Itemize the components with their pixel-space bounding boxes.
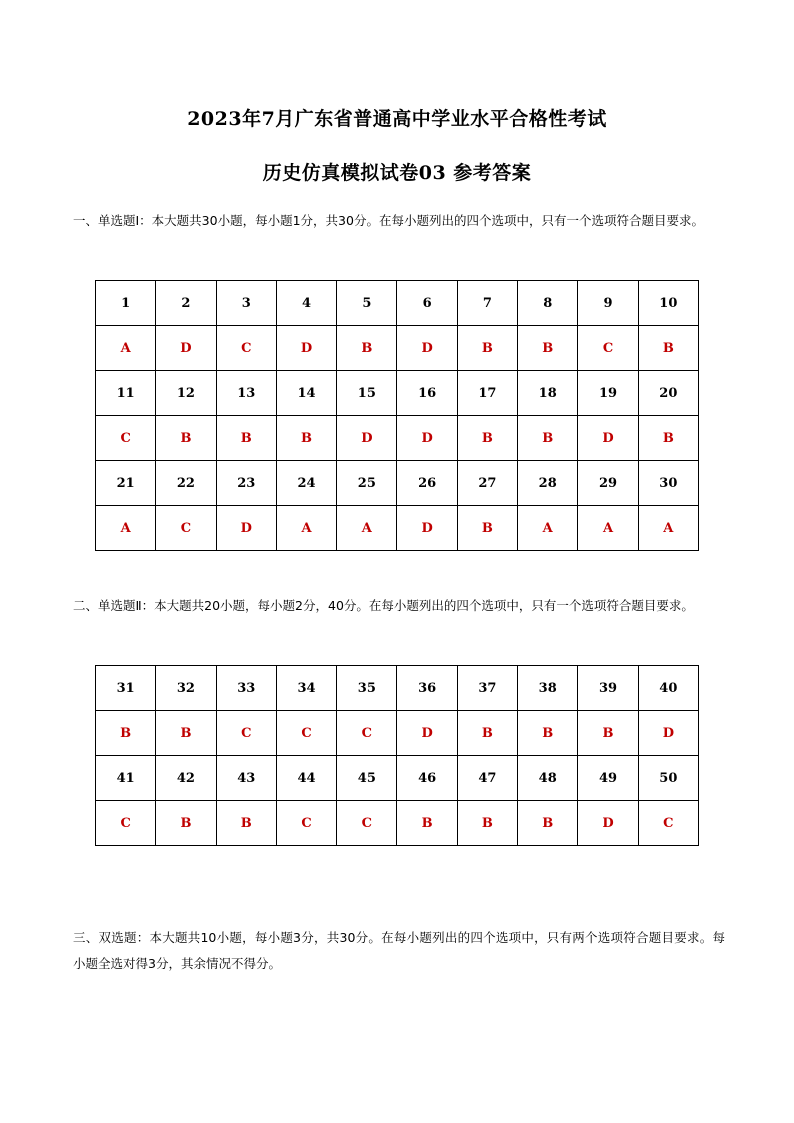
answer-cell: C	[276, 801, 336, 846]
answer-cell: A	[578, 506, 638, 551]
answer-cell: D	[397, 326, 457, 371]
question-number-cell: 27	[457, 461, 517, 506]
answer-cell: D	[397, 416, 457, 461]
question-number-row	[96, 756, 699, 801]
answer-cell: B	[216, 416, 276, 461]
question-number-cell: 8	[518, 281, 578, 326]
section-3-instructions: 三、双选题：本大题共10小题，每小题3分，共30分。在每小题列出的四个选项中，只有两个选项符合题目要求。每小题全选对得3分，其余情况不得分。	[73, 930, 725, 971]
question-number-cell: 25	[337, 461, 397, 506]
answer-cell: B	[457, 326, 517, 371]
question-number-cell: 17	[457, 371, 517, 416]
answer-row	[96, 801, 699, 846]
answer-cell: B	[638, 416, 698, 461]
question-number-cell: 23	[216, 461, 276, 506]
answer-cell: A	[518, 506, 578, 551]
question-number-cell: 43	[216, 756, 276, 801]
answer-cell: C	[96, 416, 156, 461]
answer-cell: B	[518, 416, 578, 461]
answer-cell: B	[578, 711, 638, 756]
section-2-instructions: 二、单选题Ⅱ：本大题共20小题，每小题2分，40分。在每小题列出的四个选项中，只有一个选项符合题目要求。	[73, 598, 694, 613]
question-number-cell: 30	[638, 461, 698, 506]
answer-cell: D	[397, 506, 457, 551]
question-number-cell: 47	[457, 756, 517, 801]
answer-cell: D	[216, 506, 276, 551]
question-number-cell: 31	[96, 666, 156, 711]
answer-cell: B	[96, 711, 156, 756]
question-number-cell: 1	[96, 281, 156, 326]
answer-cell: B	[156, 416, 216, 461]
question-number-cell: 36	[397, 666, 457, 711]
answer-cell: C	[96, 801, 156, 846]
question-number-cell: 50	[638, 756, 698, 801]
question-number-cell: 45	[337, 756, 397, 801]
answer-cell: D	[638, 711, 698, 756]
answer-cell: D	[397, 711, 457, 756]
answer-cell: D	[276, 326, 336, 371]
question-number-cell: 24	[276, 461, 336, 506]
answer-cell: B	[638, 326, 698, 371]
question-number-cell: 12	[156, 371, 216, 416]
question-number-cell: 28	[518, 461, 578, 506]
answer-cell: C	[216, 711, 276, 756]
question-number-cell: 46	[397, 756, 457, 801]
answer-cell: C	[578, 326, 638, 371]
answer-cell: B	[457, 506, 517, 551]
answer-cell: B	[337, 326, 397, 371]
answer-cell: C	[337, 711, 397, 756]
answer-cell: C	[276, 711, 336, 756]
question-number-cell: 26	[397, 461, 457, 506]
question-number-cell: 20	[638, 371, 698, 416]
question-number-cell: 9	[578, 281, 638, 326]
question-number-row	[96, 281, 699, 326]
question-number-cell: 3	[216, 281, 276, 326]
question-number-cell: 22	[156, 461, 216, 506]
question-number-cell: 18	[518, 371, 578, 416]
answer-cell: C	[337, 801, 397, 846]
answer-cell: C	[216, 326, 276, 371]
question-number-cell: 4	[276, 281, 336, 326]
answer-cell: B	[216, 801, 276, 846]
answer-cell: B	[397, 801, 457, 846]
question-number-cell: 15	[337, 371, 397, 416]
answer-cell: B	[276, 416, 336, 461]
question-number-row	[96, 666, 699, 711]
answer-row	[96, 416, 699, 461]
answer-row	[96, 711, 699, 756]
question-number-cell: 13	[216, 371, 276, 416]
answer-cell: A	[96, 506, 156, 551]
question-number-cell: 34	[276, 666, 336, 711]
question-number-cell: 19	[578, 371, 638, 416]
question-number-cell: 38	[518, 666, 578, 711]
page-subtitle: 历史仿真模拟试卷03 参考答案	[262, 162, 532, 184]
section-1-instructions: 一、单选题Ⅰ：本大题共30小题，每小题1分，共30分。在每小题列出的四个选项中，只有一个选项符合题目要求。	[73, 213, 704, 228]
answer-cell: D	[156, 326, 216, 371]
question-number-cell: 11	[96, 371, 156, 416]
question-number-cell: 2	[156, 281, 216, 326]
answer-cell: C	[638, 801, 698, 846]
question-number-cell: 37	[457, 666, 517, 711]
answer-cell: A	[96, 326, 156, 371]
question-number-cell: 33	[216, 666, 276, 711]
answer-cell: D	[337, 416, 397, 461]
question-number-cell: 49	[578, 756, 638, 801]
answer-cell: B	[457, 801, 517, 846]
answer-row	[96, 506, 699, 551]
question-number-cell: 10	[638, 281, 698, 326]
answer-cell: B	[156, 801, 216, 846]
question-number-row	[96, 371, 699, 416]
question-number-cell: 35	[337, 666, 397, 711]
question-number-cell: 5	[337, 281, 397, 326]
answer-cell: D	[578, 416, 638, 461]
answer-cell: A	[337, 506, 397, 551]
answer-cell: B	[457, 711, 517, 756]
question-number-cell: 7	[457, 281, 517, 326]
section-1-answer-table	[95, 280, 699, 551]
answer-cell: B	[518, 711, 578, 756]
answer-cell: B	[457, 416, 517, 461]
question-number-cell: 42	[156, 756, 216, 801]
question-number-cell: 40	[638, 666, 698, 711]
answer-cell: D	[578, 801, 638, 846]
section-2-answer-table	[95, 665, 699, 846]
answer-cell: A	[276, 506, 336, 551]
page-title: 2023年7月广东省普通高中学业水平合格性考试	[187, 108, 607, 130]
question-number-cell: 44	[276, 756, 336, 801]
question-number-cell: 39	[578, 666, 638, 711]
answer-cell: B	[156, 711, 216, 756]
question-number-cell: 21	[96, 461, 156, 506]
answer-row	[96, 326, 699, 371]
question-number-cell: 16	[397, 371, 457, 416]
answer-cell: B	[518, 326, 578, 371]
question-number-row	[96, 461, 699, 506]
question-number-cell: 6	[397, 281, 457, 326]
answer-cell: B	[518, 801, 578, 846]
question-number-cell: 14	[276, 371, 336, 416]
answer-cell: C	[156, 506, 216, 551]
answer-cell: A	[638, 506, 698, 551]
question-number-cell: 29	[578, 461, 638, 506]
question-number-cell: 48	[518, 756, 578, 801]
question-number-cell: 41	[96, 756, 156, 801]
question-number-cell: 32	[156, 666, 216, 711]
